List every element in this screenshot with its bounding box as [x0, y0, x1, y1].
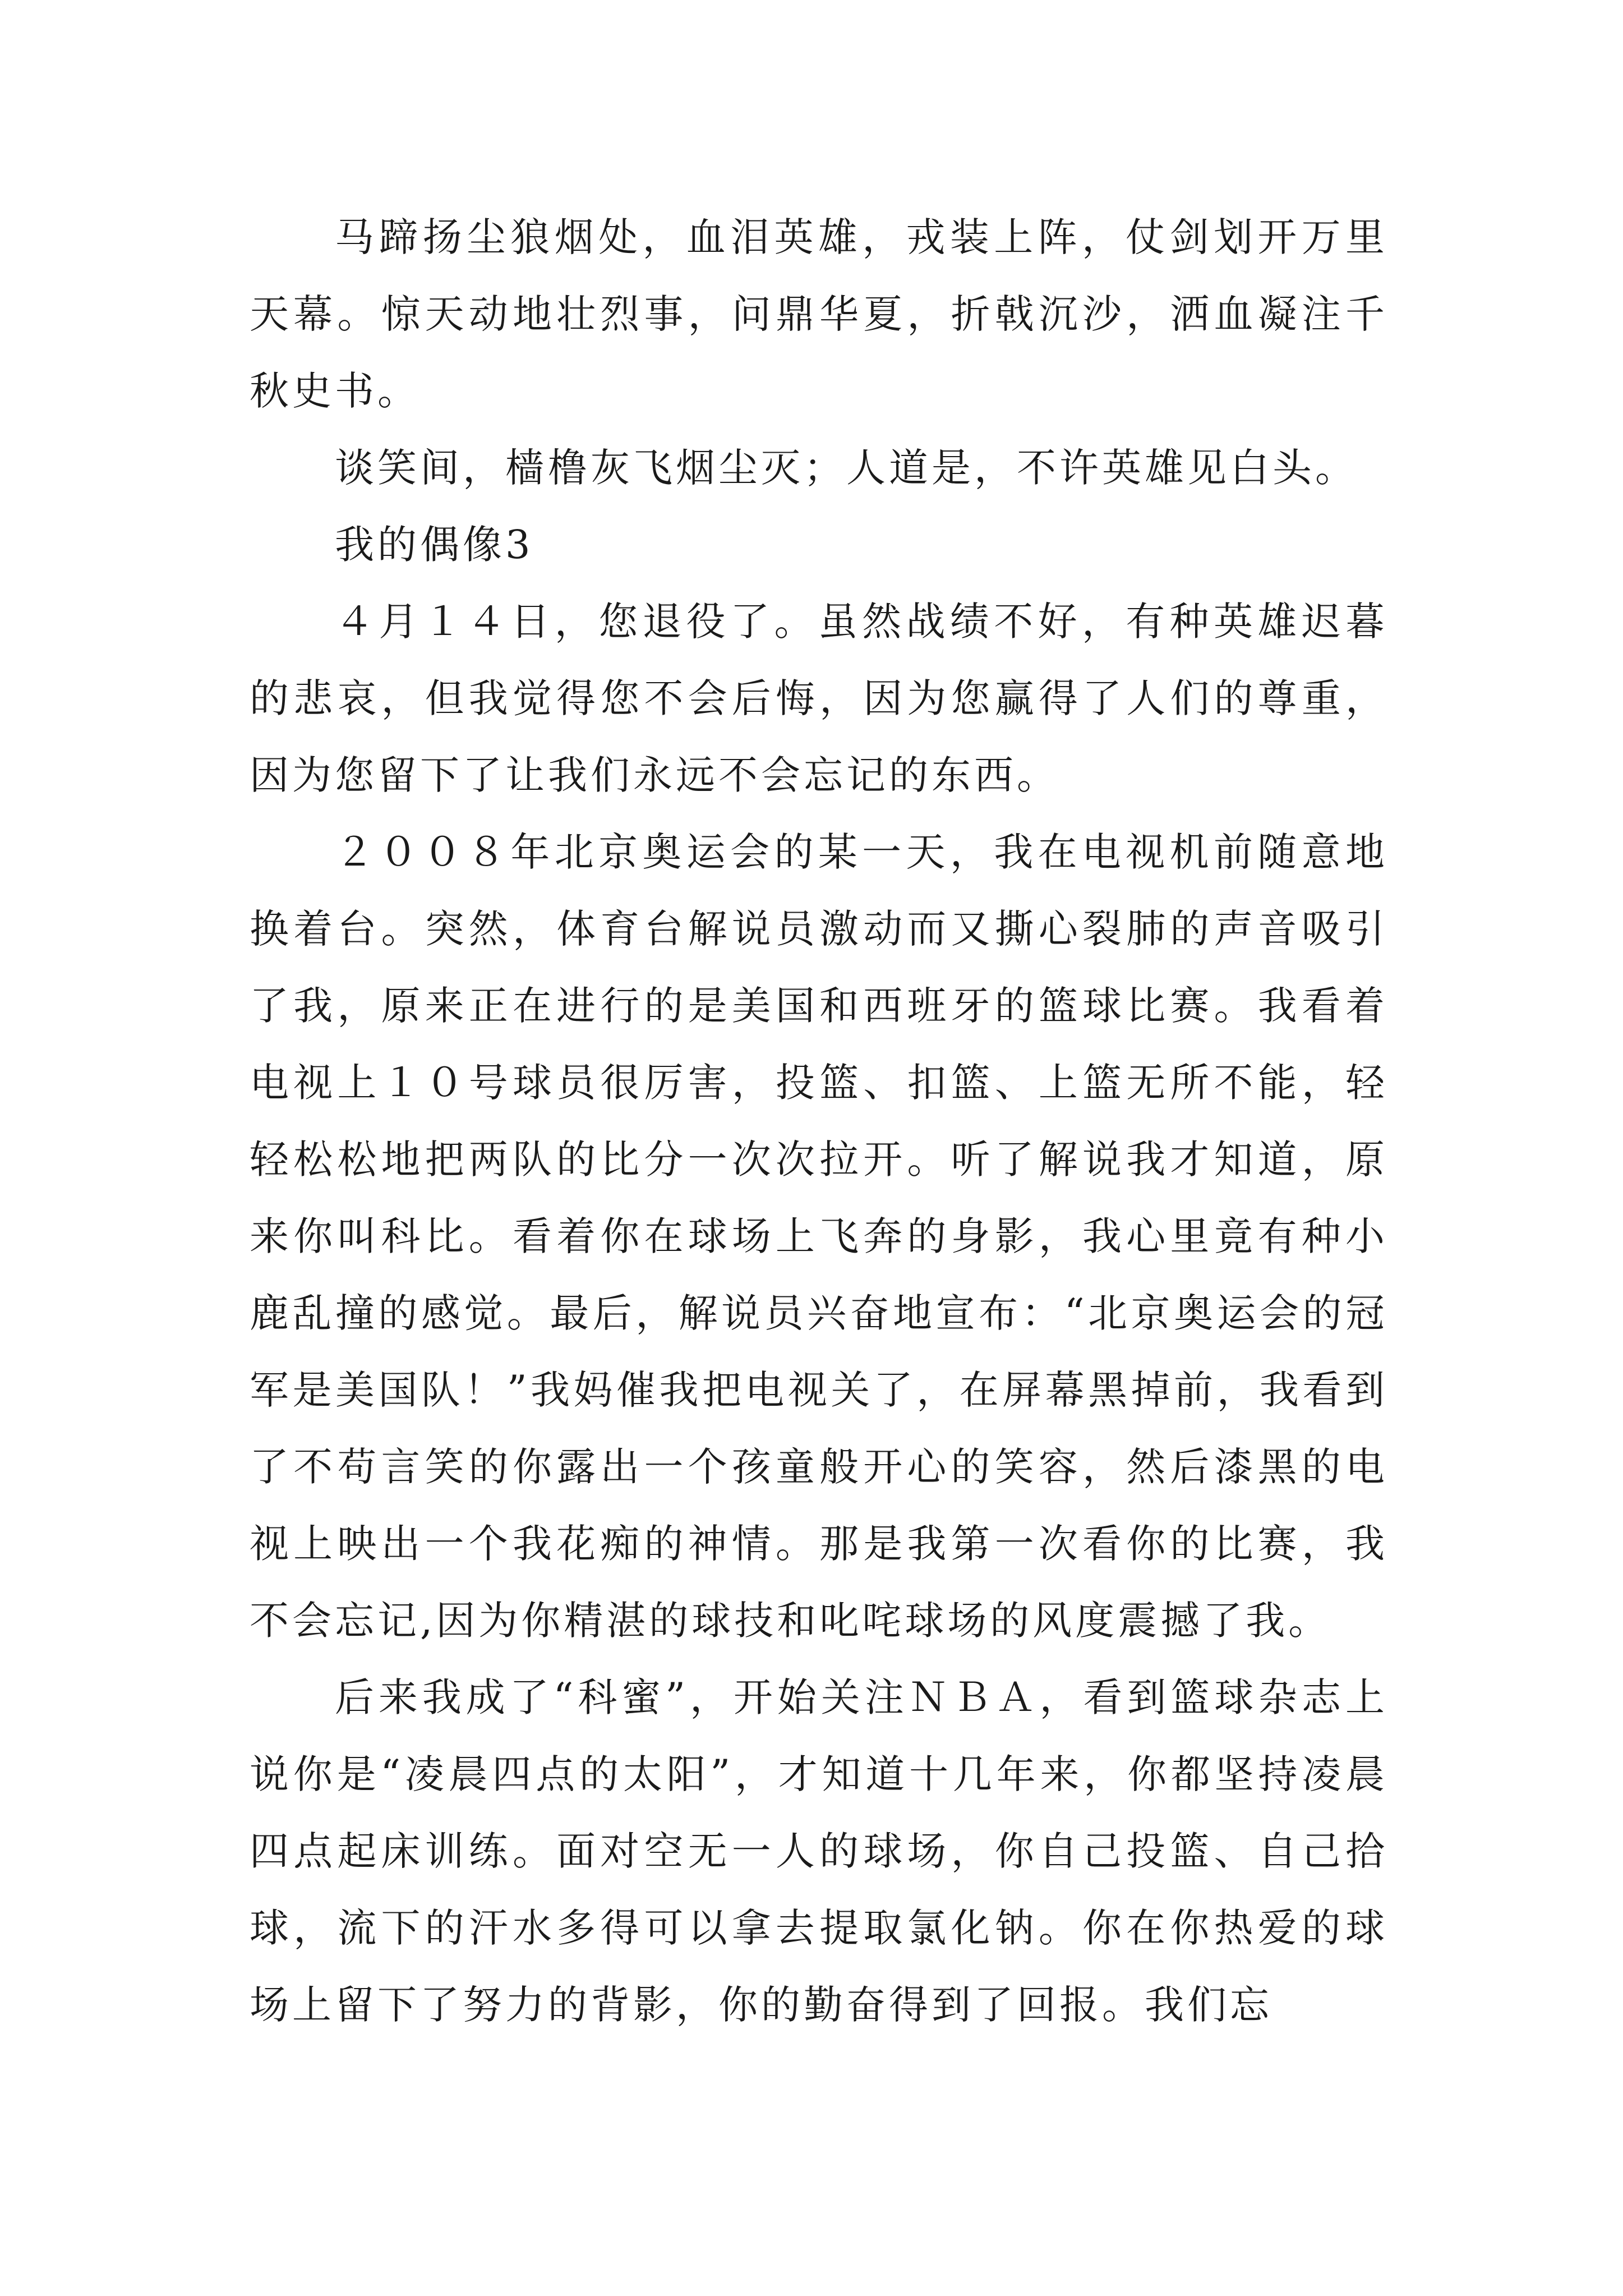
paragraph-olympics: ２００８年北京奥运会的某一天，我在电视机前随意地换着台。突然，体育台解说员激动而又撕心裂肺的声音吸引了我，原来正在进行的是美国和西班牙的篮球比赛。我看着电视上１０号球员很厉害，投篮、扣篮、上篮无所不能，轻轻松松地把两队的比分一次次拉开。听了解说我才知道，原来你叫科比。看着你在球场上飞奔的身影，我心里竟有种小鹿乱撞的感觉。最后，解说员兴奋地宣布：“北京奥运会的冠军是美国队！”我妈催我把电视关了，在屏幕黑掉前，我看到了不苟言笑的你露出一个孩童般开心的笑容，然后漆黑的电视上映出一个我花痴的神情。那是我第一次看你的比赛，我不会忘记,因为你精湛的球技和叱咤球场的风度震撼了我。 [250, 829, 1388, 1644]
body-text [250, 199, 1388, 2044]
paragraph-fan: 后来我成了“科蜜”，开始关注ＮＢＡ，看到篮球杂志上说你是“凌晨四点的太阳”，才知道十几年来，你都坚持凌晨四点起床训练。面对空无一人的球场，你自己投篮、自己拾球，流下的汗水多得可以拿去提取氯化钠。你在你热爱的球场上留下了努力的背影，你的勤奋得到了回报。我们忘 [250, 1674, 1388, 2028]
paragraph-retirement: ４月１４日，您退役了。虽然战绩不好，有种英雄迟暮的悲哀，但我觉得您不会后悔，因为您赢得了人们的尊重，因为您留下了让我们永远不会忘记的东西。 [250, 599, 1388, 798]
paragraph-poem-2: 谈笑间，樯橹灰飞烟尘灭；人道是，不许英雄见白头。 [335, 445, 1358, 491]
section-title: 我的偶像3 [335, 522, 534, 568]
paragraph-poem-1: 马蹄扬尘狼烟处，血泪英雄，戎装上阵，仗剑划开万里天幕。惊天动地壮烈事，问鼎华夏，折戟沉沙，洒血凝注千秋史书。 [250, 214, 1388, 414]
